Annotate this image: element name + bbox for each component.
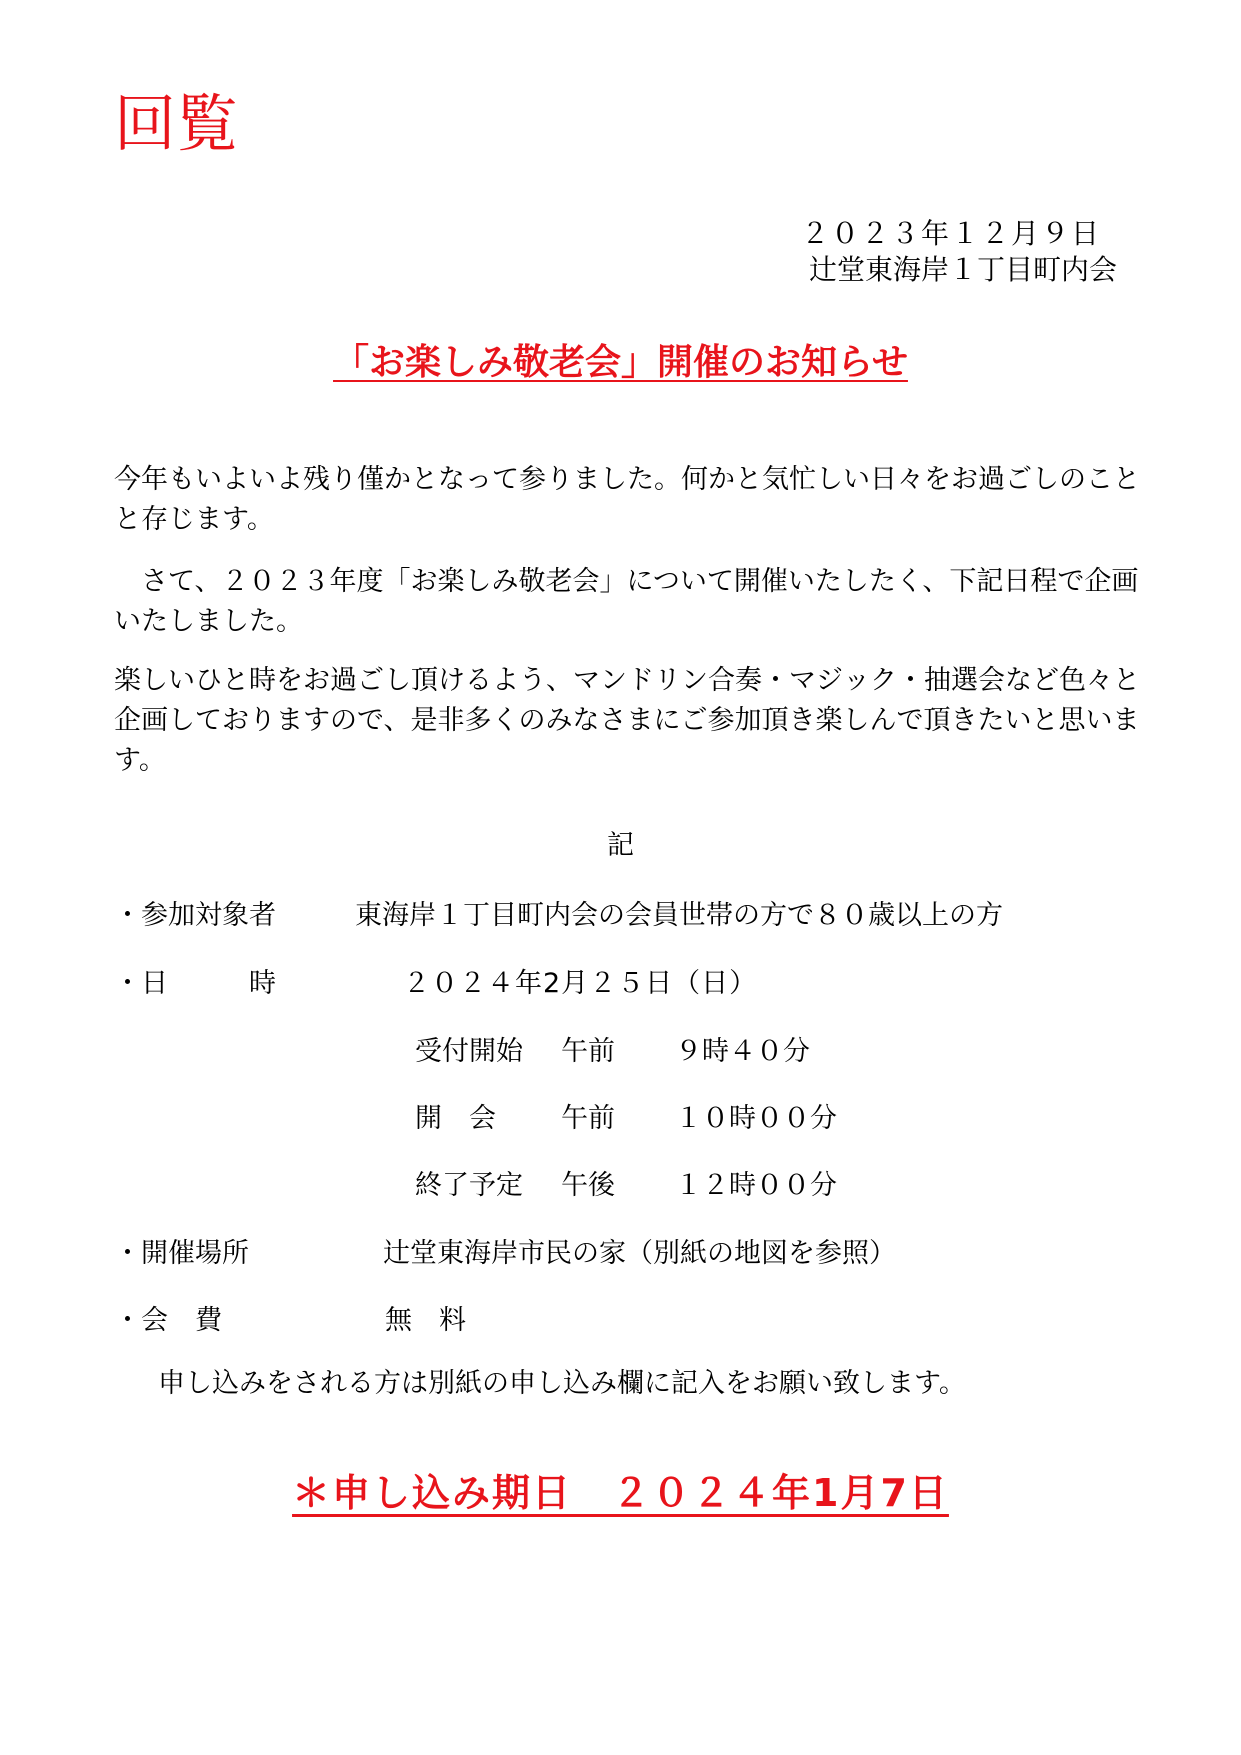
circulation-label: 回覧 <box>114 87 239 160</box>
venue-value: 辻堂東海岸市民の家（別紙の地図を参照） <box>383 1238 896 1269</box>
body-paragraph-1: 今年もいよいよ残り僅かとなって参りました。何かと気忙しい日々をお過ごしのことと存じます。 <box>114 464 1140 535</box>
schedule-time: １２時００分 <box>675 1170 837 1201</box>
target-value: 東海岸１丁目町内会の会員世帯の方で８０歳以上の方 <box>355 900 1003 931</box>
ki-heading: 記 <box>607 830 634 861</box>
datetime-label: ・日 時 <box>114 968 276 999</box>
issue-date: ２０２３年１２月９日 <box>800 217 1101 250</box>
schedule-ampm: 午後 <box>561 1170 615 1201</box>
schedule-time: ９時４０分 <box>675 1036 810 1067</box>
target-label: ・参加対象者 <box>114 900 276 931</box>
deadline-notice <box>0 1462 1241 1517</box>
application-note: 申し込みをされる方は別紙の申し込み欄に記入をお願い致します。 <box>158 1368 966 1399</box>
venue-label: ・開催場所 <box>114 1238 249 1269</box>
body-paragraph-3: 楽しいひと時をお過ごし頂けるよう、マンドリン合奏・マジック・抽選会など色々と企画しておりますので、是非多くのみなさまにご参加頂き楽しんで頂きたいと思います。 <box>114 665 1140 776</box>
schedule-label: 受付開始 <box>415 1036 523 1067</box>
schedule-ampm: 午前 <box>561 1036 615 1067</box>
datetime-value: ２０２４年2月２５日（日） <box>403 968 758 999</box>
deadline-text: ＊申し込み期日 ２０２４年1月7日 <box>292 1471 949 1515</box>
organization-name: 辻堂東海岸１丁目町内会 <box>808 253 1117 286</box>
notice-title <box>0 334 1241 385</box>
notice-title-text: 「お楽しみ敬老会」開催のお知らせ <box>333 342 908 383</box>
schedule-ampm: 午前 <box>561 1103 615 1134</box>
schedule-label: 終了予定 <box>415 1170 523 1201</box>
body-paragraph-2: さて、２０２３年度「お楽しみ敬老会」について開催いたしたく、下記日程で企画いたしました。 <box>114 566 1139 637</box>
fee-value: 無 料 <box>385 1305 466 1336</box>
schedule-label: 開 会 <box>415 1103 496 1134</box>
fee-label: ・会 費 <box>114 1305 222 1336</box>
schedule-time: １０時００分 <box>675 1103 837 1134</box>
